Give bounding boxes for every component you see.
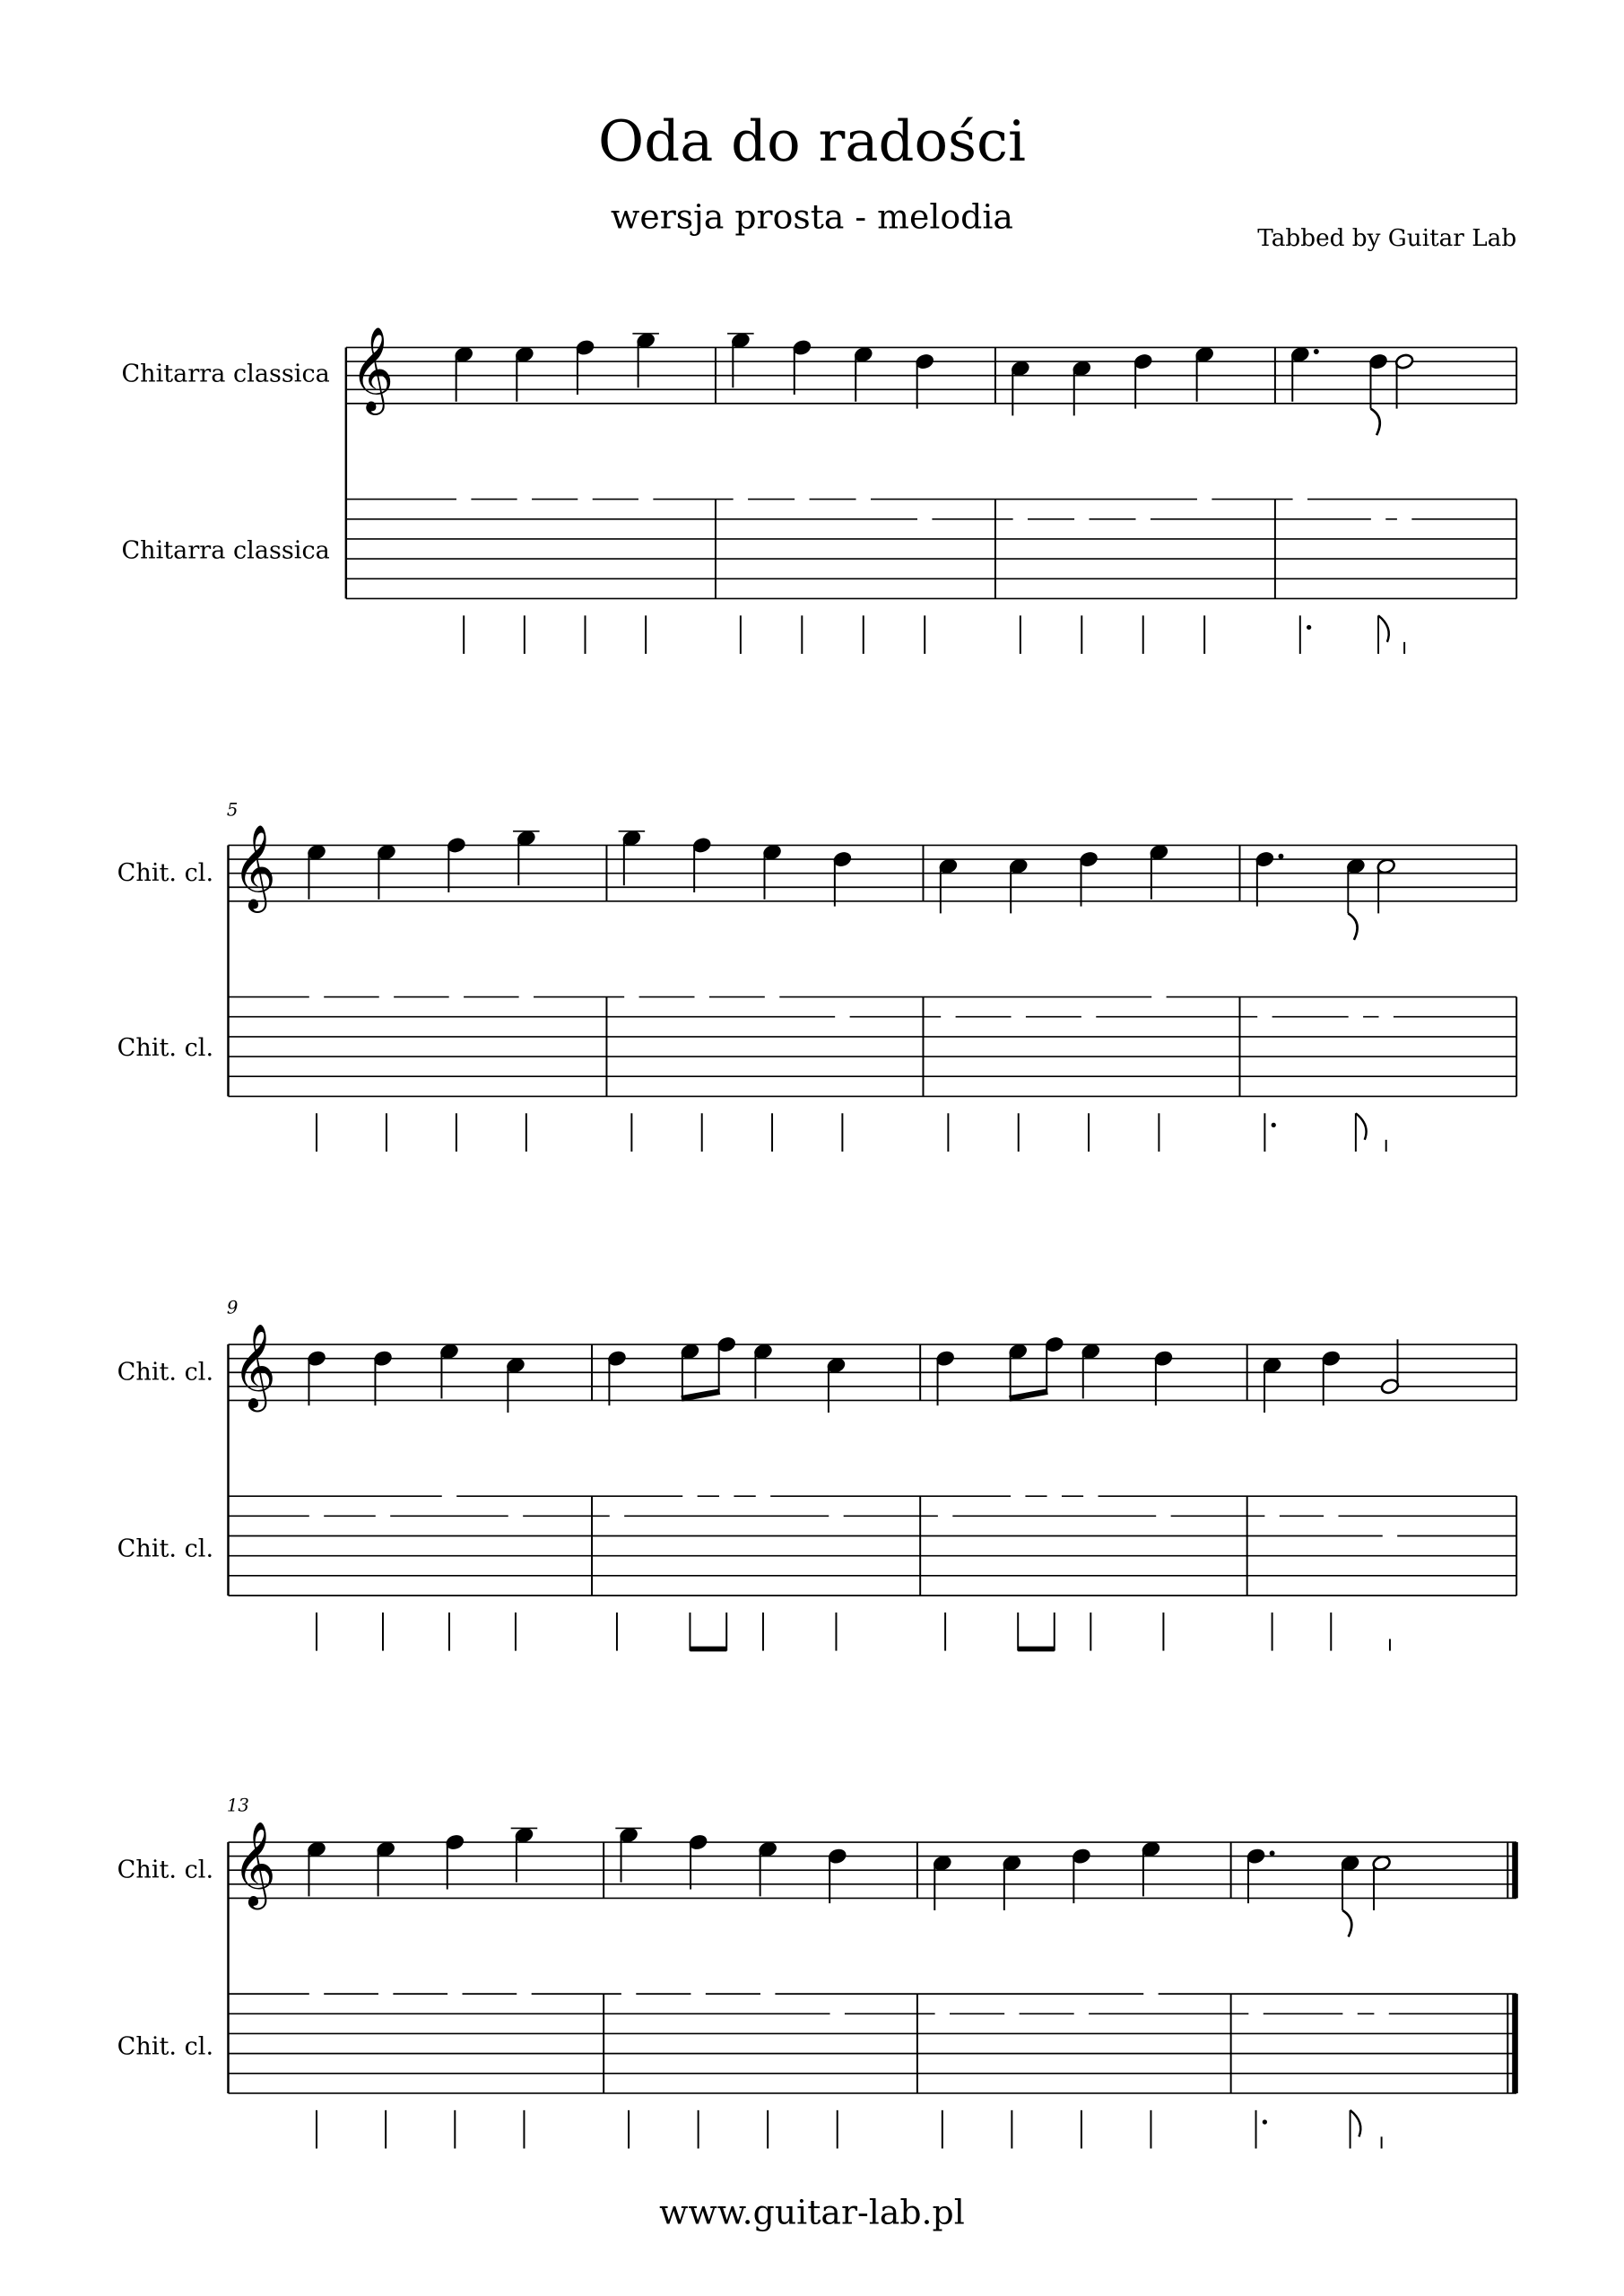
augmentation-dot <box>1314 349 1319 354</box>
fret-background <box>621 1985 636 2003</box>
instrument-label-tab: Chit. cl. <box>117 1033 214 1062</box>
fret-background <box>690 1985 705 2003</box>
fret-background <box>447 1985 462 2003</box>
fret-background <box>309 1507 324 1525</box>
fret-background <box>1013 510 1028 528</box>
instrument-label-staff: Chit. cl. <box>117 1855 214 1883</box>
eighth-flag <box>1348 913 1357 940</box>
treble-clef-icon: 𝄞 <box>232 1323 276 1409</box>
fret-background <box>610 1507 624 1525</box>
treble-clef-icon: 𝄞 <box>350 326 395 412</box>
score-subtitle: wersja prosta - melodia <box>611 198 1013 238</box>
fret-background <box>1074 2005 1089 2022</box>
eighth-flag <box>1342 1910 1351 1937</box>
fret-background <box>1383 1527 1397 1545</box>
fret-background <box>1156 1507 1170 1525</box>
fret-background <box>1047 1487 1062 1505</box>
fret-background <box>456 491 471 509</box>
fret-background <box>795 491 809 509</box>
fret-background <box>941 1008 955 1026</box>
measure-number: 9 <box>226 1297 239 1318</box>
fret-background <box>682 1487 697 1505</box>
final-barline <box>1512 1842 1518 1898</box>
fret-background <box>1257 1008 1272 1026</box>
instrument-label-staff: Chit. cl. <box>117 1357 214 1387</box>
fret-background <box>756 1487 770 1505</box>
instrument-label-staff: Chitarra classica <box>121 359 330 387</box>
fret-background <box>442 1487 456 1505</box>
fret-background <box>719 1487 734 1505</box>
fret-background <box>835 1008 849 1026</box>
fret-background <box>734 491 748 509</box>
measure-number: 13 <box>226 1795 249 1816</box>
fret-background <box>517 491 532 509</box>
rhythm-beam <box>1018 1647 1055 1652</box>
fret-background <box>1374 2005 1388 2022</box>
treble-clef-icon: 𝄞 <box>232 1821 276 1907</box>
rhythm-flag <box>1378 615 1389 642</box>
instrument-label-tab: Chit. cl. <box>117 2031 214 2061</box>
fret-background <box>1248 2005 1263 2022</box>
fret-background <box>1011 1487 1025 1505</box>
fret-background <box>1143 1985 1158 2003</box>
treble-clef-icon: 𝄞 <box>232 823 276 909</box>
measure-number: 5 <box>226 799 239 821</box>
fret-background <box>1264 1507 1279 1525</box>
fret-background <box>638 491 653 509</box>
fret-background <box>1151 988 1166 1006</box>
eighth-beam <box>1010 1392 1048 1399</box>
fret-background <box>935 2005 950 2022</box>
rhythm-dot <box>1307 625 1311 630</box>
fret-background <box>1083 1487 1098 1505</box>
fret-background <box>1074 510 1089 528</box>
fret-background <box>1371 510 1385 528</box>
fret-background <box>624 988 638 1006</box>
fret-background <box>917 510 932 528</box>
fret-background <box>376 1507 390 1525</box>
arranger-credit: Tabbed by Guitar Lab <box>1257 223 1517 252</box>
instrument-label-staff: Chit. cl. <box>117 858 214 887</box>
fret-background <box>379 988 394 1006</box>
fret-background <box>578 491 592 509</box>
augmentation-dot <box>1278 854 1283 859</box>
fret-background <box>695 988 709 1006</box>
rhythm-dot <box>1263 2119 1267 2124</box>
fret-background <box>519 988 534 1006</box>
score-title: Oda do radości <box>598 109 1026 174</box>
fret-background <box>938 1507 952 1525</box>
fret-background <box>1004 2005 1019 2022</box>
fret-background <box>1378 1008 1393 1026</box>
fret-background <box>765 988 779 1006</box>
fret-background <box>829 1507 843 1525</box>
fret-background <box>1324 1507 1338 1525</box>
fret-background <box>1081 1008 1096 1026</box>
fret-background <box>1012 1008 1026 1026</box>
fret-background <box>517 1985 531 2003</box>
instrument-label-tab: Chit. cl. <box>117 1534 214 1563</box>
fret-background <box>830 2005 845 2022</box>
instrument-label-tab: Chitarra classica <box>121 535 330 564</box>
fret-background <box>449 988 464 1006</box>
fret-background <box>1197 491 1211 509</box>
rhythm-beam <box>690 1647 726 1652</box>
fret-background <box>1342 2005 1357 2022</box>
fret-background <box>1136 510 1151 528</box>
fret-background <box>856 491 871 509</box>
rhythm-flag <box>1356 1113 1367 1140</box>
eighth-flag <box>1370 409 1379 436</box>
fret-background <box>1293 491 1307 509</box>
final-barline <box>1512 1994 1518 2093</box>
footer-url: www.guitar-lab.pl <box>659 2194 965 2233</box>
rhythm-flag <box>1350 2110 1361 2137</box>
fret-background <box>508 1507 523 1525</box>
fret-background <box>760 1985 775 2003</box>
rhythm-dot <box>1272 1123 1276 1127</box>
fret-background <box>309 1985 324 2003</box>
fret-background <box>1349 1008 1363 1026</box>
fret-background <box>309 988 324 1006</box>
fret-background <box>1397 510 1411 528</box>
fret-background <box>378 1985 393 2003</box>
eighth-beam <box>682 1392 720 1399</box>
augmentation-dot <box>1270 1850 1275 1856</box>
